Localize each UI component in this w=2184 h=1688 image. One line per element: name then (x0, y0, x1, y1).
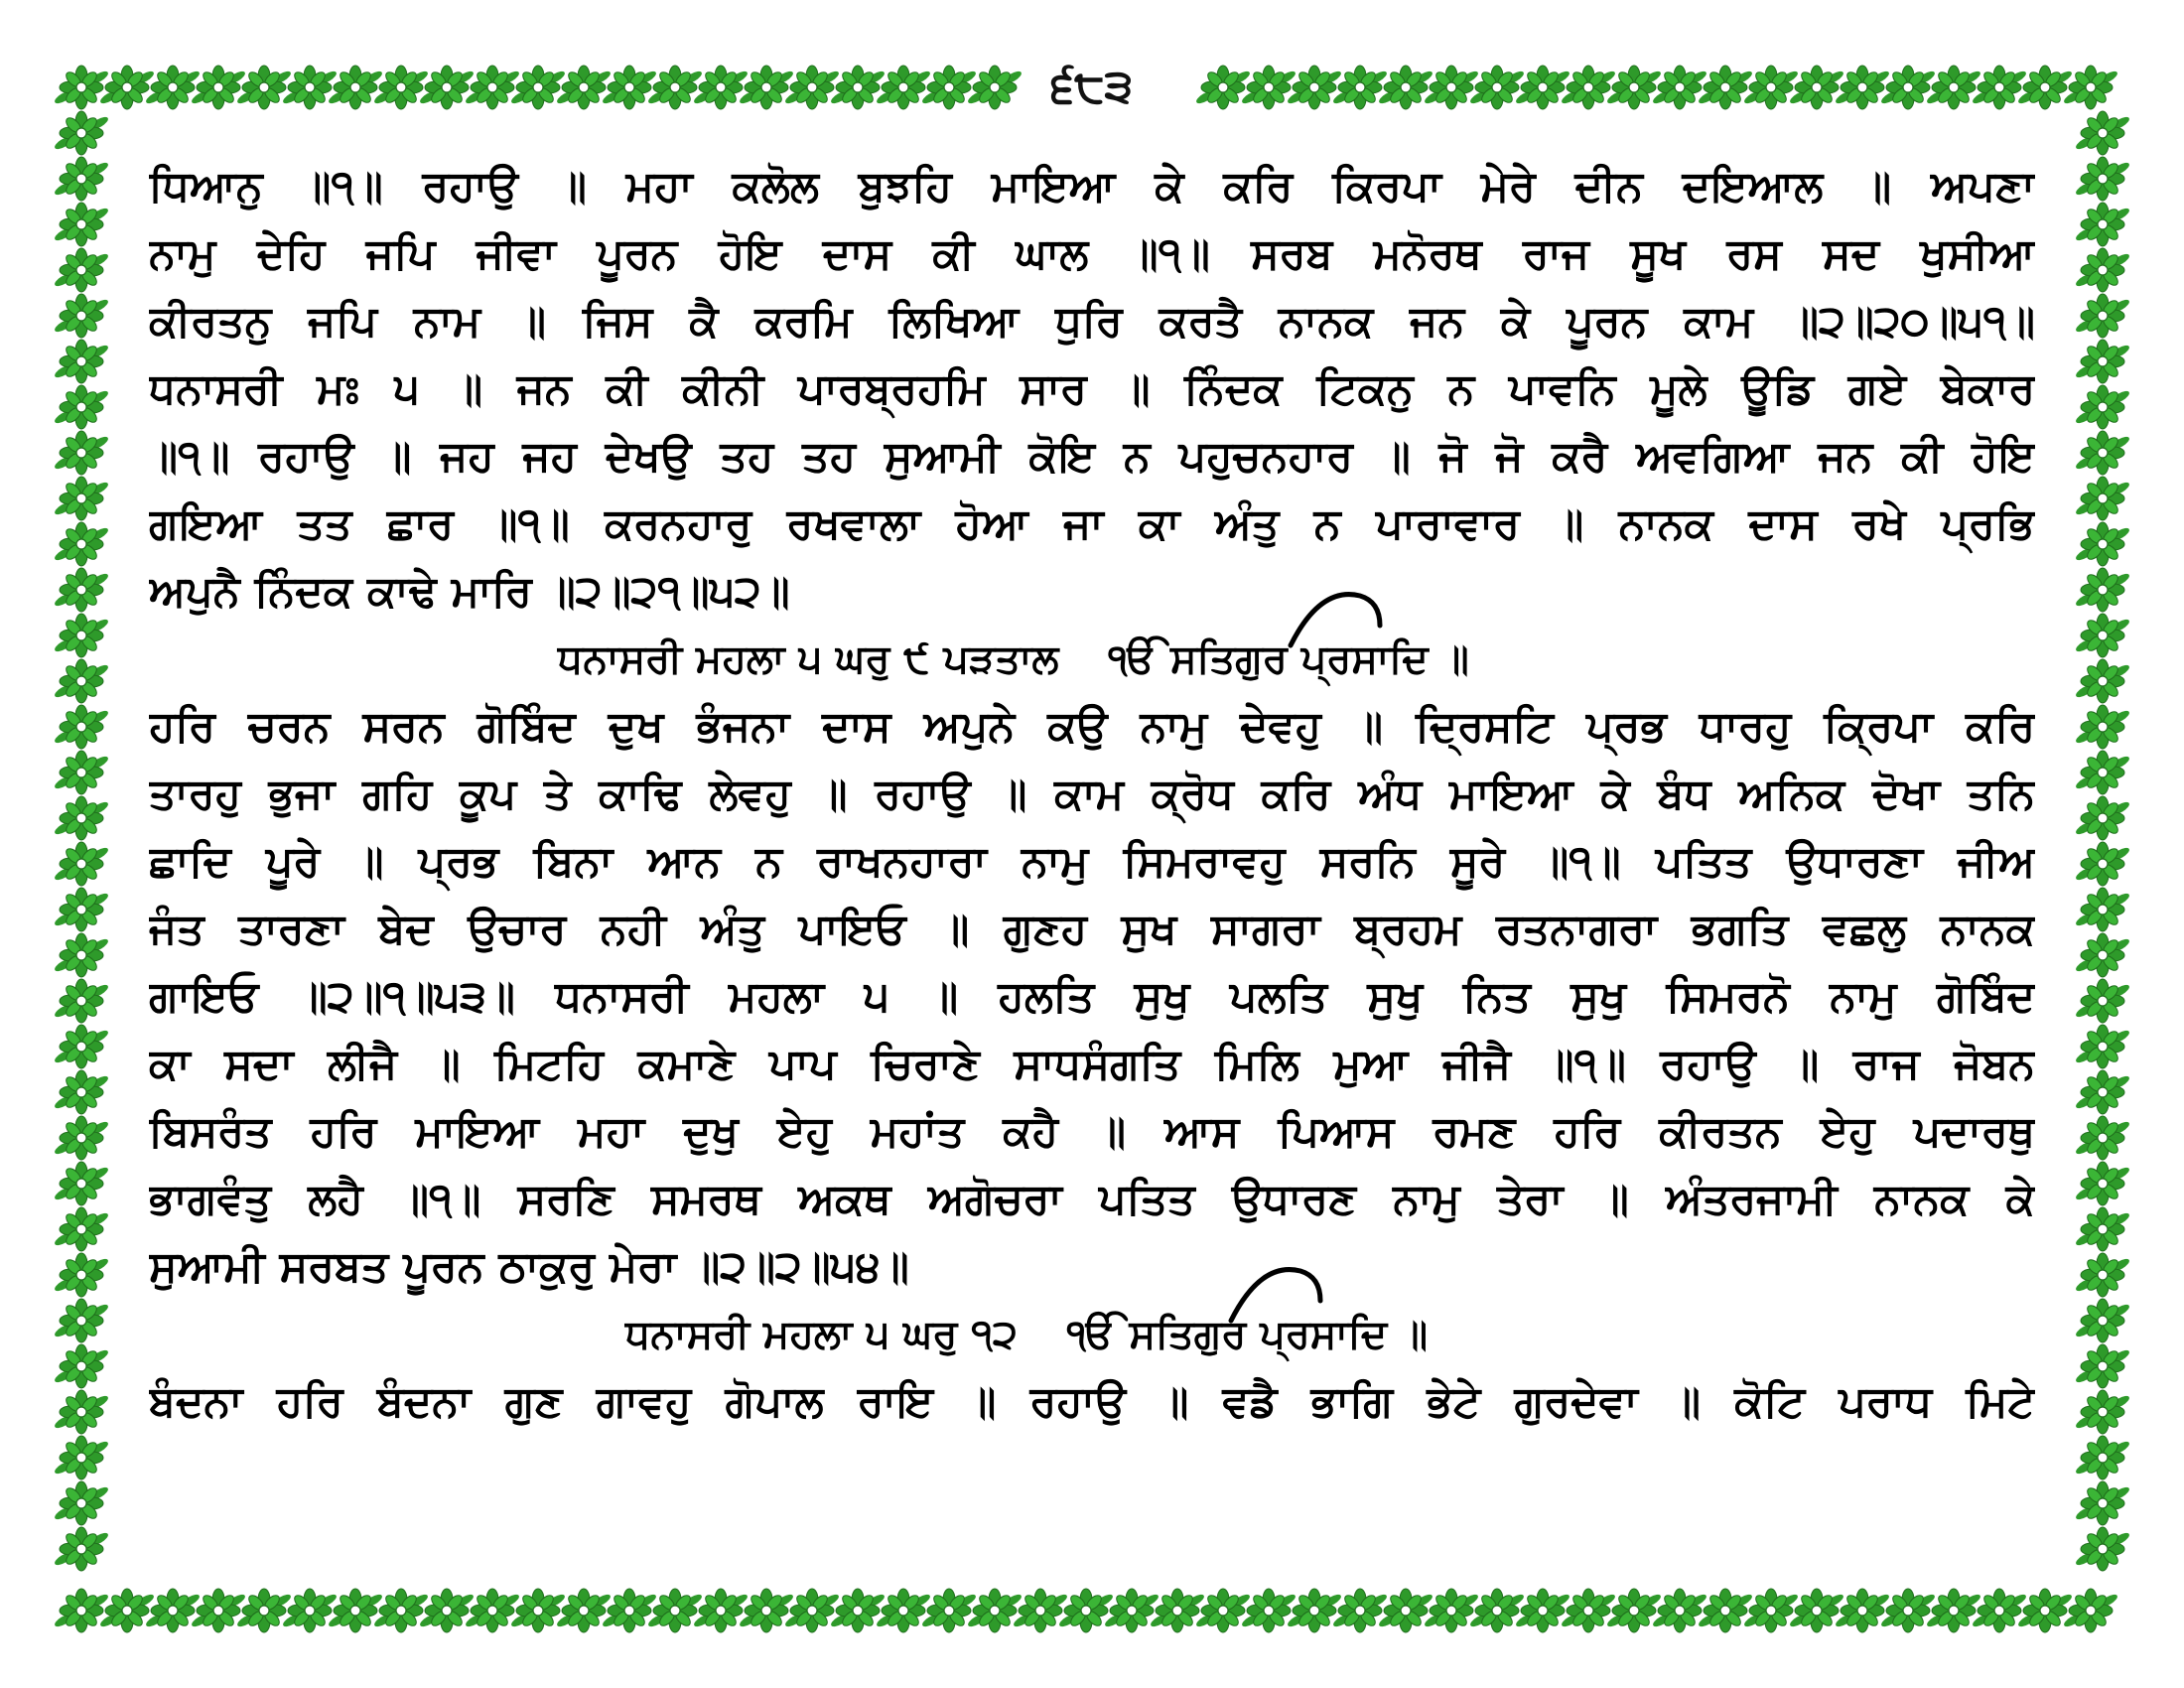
flower-vine-icon (2074, 1070, 2130, 1114)
flower-vine-icon (2074, 248, 2130, 292)
flower-vine-icon (53, 248, 109, 292)
flower-vine-icon (2074, 1481, 2130, 1525)
flower-vine-icon (53, 1527, 109, 1571)
flower-vine-icon (2074, 431, 2130, 475)
heading-mool-mantar: ੴ ਸਤਿਗੁਰ ਪ੍ਰਸਾਦਿ ॥ (1108, 636, 1469, 682)
text-line: ਬਿਸਰੰਤ ਹਰਿ ਮਾਇਆ ਮਹਾ ਦੁਖੁ ਏਹੁ ਮਹਾਂਤ ਕਹੈ ॥ ਆਸ ਪਿਆਸ ਰਮਣ ਹਰਿ ਕੀਰਤਨ ਏਹੁ ਪਦਾਰਥੁ (149, 1107, 2035, 1157)
text-line: ਭਾਗਵੰਤੁ ਲਹੈ ॥੧॥ ਸਰਣਿ ਸਮਰਥ ਅਕਥ ਅਗੋਚਰਾ ਪਤਿਤ ਉਧਾਰਣ ਨਾਮੁ ਤੇਰਾ ॥ ਅੰਤਰਜਾਮੀ ਨਾਨਕ ਕੇ (149, 1175, 2035, 1224)
flower-vine-icon (53, 568, 109, 612)
flower-vine-icon (53, 522, 109, 566)
text-line: ਤਾਰਹੁ ਭੁਜਾ ਗਹਿ ਕੂਪ ਤੇ ਕਾਢਿ ਲੇਵਹੁ ॥ ਰਹਾਉ ॥ ਕਾਮ ਕ੍ਰੋਧ ਕਰਿ ਅੰਧ ਮਾਇਆ ਕੇ ਬੰਧ ਅਨਿਕ ਦੋਖਾ ਤਨਿ (149, 770, 2035, 819)
text-line: ਛਾਦਿ ਪੂਰੇ ॥ ਪ੍ਰਭ ਬਿਨਾ ਆਨ ਨ ਰਾਖਨਹਾਰਾ ਨਾਮੁ ਸਿਮਰਾਵਹੁ ਸਰਨਿ ਸੂਰੇ ॥੧॥ ਪਤਿਤ ਉਧਾਰਣਾ ਜੀਅ (149, 837, 2035, 887)
flower-vine-icon (2074, 203, 2130, 246)
flower-vine-icon (2074, 111, 2130, 155)
flower-vine-icon (2074, 1299, 2130, 1342)
flower-vine-icon (53, 1070, 109, 1114)
text-line: ਨਾਮੁ ਦੇਹਿ ਜਪਿ ਜੀਵਾ ਪੂਰਨ ਹੋਇ ਦਾਸ ਕੀ ਘਾਲ ॥੧॥ ਸਰਬ ਮਨੋਰਥ ਰਾਜ ਸੂਖ ਰਸ ਸਦ ਖੁਸੀਆ (149, 229, 2035, 279)
flower-vine-icon (2074, 751, 2130, 794)
heading-raag: ਧਨਾਸਰੀ ਮਹਲਾ ੫ ਘਰੁ ੧੨ (625, 1312, 1018, 1357)
flower-vine-icon (53, 1299, 109, 1342)
flower-vine-icon (2074, 477, 2130, 520)
flower-vine-icon (53, 751, 109, 794)
flower-vine-icon (53, 888, 109, 931)
flower-vine-icon (53, 1207, 109, 1251)
flower-vine-icon (2074, 979, 2130, 1023)
flower-vine-icon (2074, 568, 2130, 612)
flower-vine-icon (53, 1162, 109, 1205)
flower-vine-icon (53, 705, 109, 749)
flower-vine-icon (2074, 522, 2130, 566)
text-line: ॥੧॥ ਰਹਾਉ ॥ ਜਹ ਜਹ ਦੇਖਉ ਤਹ ਤਹ ਸੁਆਮੀ ਕੋਇ ਨ ਪਹੁਚਨਹਾਰ ॥ ਜੋ ਜੋ ਕਰੈ ਅਵਗਿਆ ਜਨ ਕੀ ਹੋਇ (149, 432, 2035, 482)
text-line: ਅਪੁਨੈ ਨਿੰਦਕ ਕਾਢੇ ਮਾਰਿ ॥੨॥੨੧॥੫੨॥ (149, 567, 790, 617)
flower-vine-icon (2074, 796, 2130, 840)
flower-vine-icon (2074, 933, 2130, 977)
text-line: ਕੀਰਤਨੁ ਜਪਿ ਨਾਮ ॥ ਜਿਸ ਕੈ ਕਰਮਿ ਲਿਖਿਆ ਧੁਰਿ ਕਰਤੈ ਨਾਨਕ ਜਨ ਕੇ ਪੂਰਨ ਕਾਮ ॥੨॥੨੦॥੫੧॥ (149, 297, 2035, 347)
flower-vine-icon (2074, 888, 2130, 931)
flower-vine-icon (53, 157, 109, 201)
page-number: ੬੮੩ (1023, 58, 1161, 113)
flower-vine-icon (2074, 1344, 2130, 1388)
flower-vine-icon (2074, 614, 2130, 657)
text-line: ਹਰਿ ਚਰਨ ਸਰਨ ਗੋਬਿੰਦ ਦੁਖ ਭੰਜਨਾ ਦਾਸ ਅਪੁਨੇ ਕਉ ਨਾਮੁ ਦੇਵਹੁ ॥ ਦ੍ਰਿਸਟਿ ਪ੍ਰਭ ਧਾਰਹੁ ਕ੍ਰਿਪਾ ਕਰਿ (149, 702, 2035, 752)
text-line: ਧਿਆਨੁ ॥੧॥ ਰਹਾਉ ॥ ਮਹਾ ਕਲੋਲ ਬੁਝਹਿ ਮਾਇਆ ਕੇ ਕਰਿ ਕਿਰਪਾ ਮੇਰੇ ਦੀਨ ਦਇਆਲ ॥ ਅਪਣਾ (149, 162, 2035, 211)
flower-vine-icon (53, 1390, 109, 1434)
flower-vine-icon (2074, 659, 2130, 703)
flower-vine-icon (53, 1025, 109, 1068)
heading-mool-mantar: ੴ ਸਤਿਗੁਰ ਪ੍ਰਸਾਦਿ ॥ (1066, 1312, 1429, 1357)
heading-raag: ਧਨਾਸਰੀ ਮਹਲਾ ੫ ਘਰੁ ੯ ਪੜਤਾਲ (558, 636, 1059, 682)
flower-vine-icon (53, 1116, 109, 1160)
flower-vine-icon (53, 1436, 109, 1479)
text-line: ਜੰਤ ਤਾਰਣਾ ਬੇਦ ਉਚਾਰ ਨਹੀ ਅੰਤੁ ਪਾਇਓ ॥ ਗੁਣਹ ਸੁਖ ਸਾਗਰਾ ਬ੍ਰਹਮ ਰਤਨਾਗਰਾ ਭਗਤਿ ਵਛਲੁ ਨਾਨਕ (149, 905, 2035, 954)
flower-vine-icon (53, 1344, 109, 1388)
flower-vine-icon (53, 340, 109, 383)
flower-vine-icon (2074, 1025, 2130, 1068)
flower-vine-icon (2074, 1207, 2130, 1251)
flower-vine-icon (2074, 1527, 2130, 1571)
flower-vine-icon (2074, 1436, 2130, 1479)
flower-vine-icon (2074, 842, 2130, 886)
flower-vine-icon (53, 933, 109, 977)
flower-vine-icon (53, 431, 109, 475)
flower-vine-icon (53, 1481, 109, 1525)
flower-vine-icon (53, 111, 109, 155)
scripture-text (149, 157, 2035, 1547)
text-line: ਬੰਦਨਾ ਹਰਿ ਬੰਦਨਾ ਗੁਣ ਗਾਵਹੁ ਗੋਪਾਲ ਰਾਇ ॥ ਰਹਾਉ ॥ ਵਡੈ ਭਾਗਿ ਭੇਟੇ ਗੁਰਦੇਵਾ ॥ ਕੋਟਿ ਪਰਾਧ ਮਿਟੇ (149, 1377, 2035, 1427)
flower-vine-icon (2074, 1162, 2130, 1205)
flower-vine-icon (2074, 340, 2130, 383)
flower-vine-icon (2074, 385, 2130, 429)
flower-vine-icon (53, 385, 109, 429)
flower-vine-icon (53, 1253, 109, 1297)
flower-vine-icon (2074, 1116, 2130, 1160)
flower-vine-icon (53, 796, 109, 840)
flower-vine-icon (53, 477, 109, 520)
flower-vine-icon (53, 979, 109, 1023)
text-line: ਗਾਇਓ ॥੨॥੧॥੫੩॥ ਧਨਾਸਰੀ ਮਹਲਾ ੫ ॥ ਹਲਤਿ ਸੁਖੁ ਪਲਤਿ ਸੁਖੁ ਨਿਤ ਸੁਖੁ ਸਿਮਰਨੋ ਨਾਮੁ ਗੋਬਿੰਦ (149, 972, 2035, 1022)
ik-onkar-arc-icon (1221, 1261, 1340, 1331)
flower-vine-icon (2074, 157, 2130, 201)
text-line: ਸੁਆਮੀ ਸਰਬਤ ਪੂਰਨ ਠਾਕੁਰੁ ਮੇਰਾ ॥੨॥੨॥੫੪॥ (149, 1242, 909, 1292)
flower-vine-icon (53, 842, 109, 886)
flower-vine-icon (2074, 1390, 2130, 1434)
flower-vine-icon (53, 659, 109, 703)
flower-vine-icon (2074, 1253, 2130, 1297)
flower-vine-icon (53, 203, 109, 246)
text-line: ਕਾ ਸਦਾ ਲੀਜੈ ॥ ਮਿਟਹਿ ਕਮਾਣੇ ਪਾਪ ਚਿਰਾਣੇ ਸਾਧਸੰਗਤਿ ਮਿਲਿ ਮੁਆ ਜੀਜੈ ॥੧॥ ਰਹਾਉ ॥ ਰਾਜ ਜੋਬਨ (149, 1040, 2035, 1089)
text-line: ਧਨਾਸਰੀ ਮਃ ੫ ॥ ਜਨ ਕੀ ਕੀਨੀ ਪਾਰਬ੍ਰਹਮਿ ਸਾਰ ॥ ਨਿੰਦਕ ਟਿਕਨੁ ਨ ਪਾਵਨਿ ਮੂਲੇ ਊਡਿ ਗਏ ਬੇਕਾਰ (149, 364, 2035, 414)
flower-vine-icon (2074, 294, 2130, 338)
ik-onkar-arc-icon (1281, 586, 1400, 655)
text-line: ਗਇਆ ਤਤ ਛਾਰ ॥੧॥ ਕਰਨਹਾਰੁ ਰਖਵਾਲਾ ਹੋਆ ਜਾ ਕਾ ਅੰਤੁ ਨ ਪਾਰਾਵਾਰ ॥ ਨਾਨਕ ਦਾਸ ਰਖੇ ਪ੍ਰਭਿ (149, 499, 2035, 549)
flower-vine-icon (53, 614, 109, 657)
flower-vine-icon (53, 294, 109, 338)
flower-vine-icon (2074, 705, 2130, 749)
